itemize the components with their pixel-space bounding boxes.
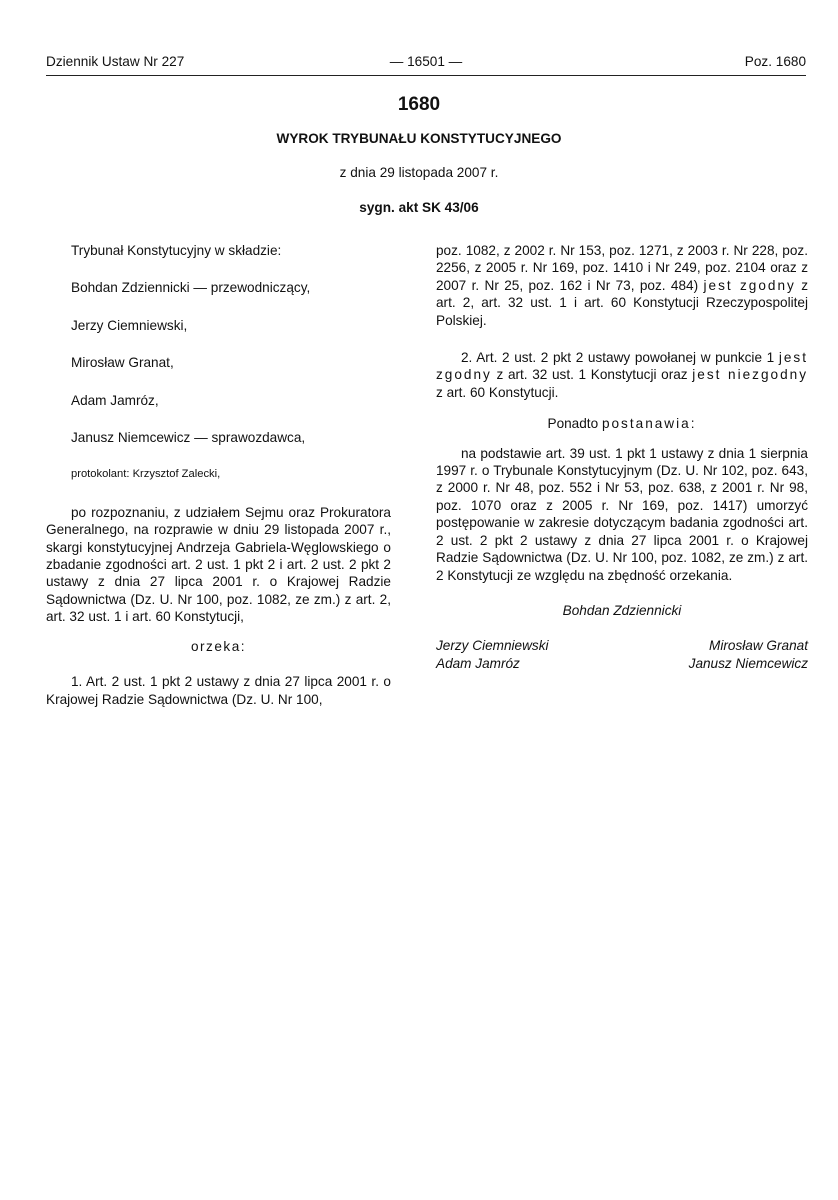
right-column — [436, 242, 808, 672]
point-2 — [436, 349, 808, 401]
point-1-verdict: jest zgodny — [703, 277, 796, 293]
point-1-start: 1. Art. 2 ust. 1 pkt 2 ustawy z dnia 27 lipca 2001 r. o Krajowej Radzie Sądownictwa (Dz. U. Nr 100, — [46, 674, 391, 707]
document-date: z dnia 29 listopada 2007 r. — [339, 165, 499, 180]
member: Mirosław Granat, — [71, 355, 174, 371]
member-chair: Bohdan Zdziennicki — przewodniczący, — [71, 280, 311, 296]
postanawia-word-a: Ponadto — [547, 416, 599, 432]
journal-name: Dziennik Ustaw Nr 227 — [46, 54, 185, 69]
header-divider — [46, 75, 806, 76]
point-2-verdict-1: jest zgodny — [436, 350, 808, 383]
composition-intro: Trybunał Konstytucyjny w składzie: — [71, 243, 282, 258]
point-1-text-a: poz. 1082, z 2002 r. Nr 153, poz. 1271, z 2003 r. Nr 228, poz. 2256, z 2005 r. Nr 169, poz. 1410 i Nr 249, poz. 2104 oraz z 2007 r. Nr 25, poz. 162 i Nr 73, poz. 484) — [436, 243, 808, 293]
member: Jerzy Ciemniewski, — [71, 317, 188, 333]
postanawia-heading — [436, 415, 808, 432]
signature-chair: Bohdan Zdziennicki — [562, 602, 682, 618]
page-number: — 16501 — — [389, 54, 463, 69]
document-title: WYROK TRYBUNAŁU KONSTYTUCYJNEGO — [276, 131, 562, 146]
case-signature: sygn. akt SK 43/06 — [359, 200, 479, 215]
paragraph-proceedings: po rozpoznaniu, z udziałem Sejmu oraz Prokuratora Generalnego, na rozprawie w dniu 29 listopada 2007 r., skargi konstytucyjnej Andrzeja Gabriela-Węglowskiego o zbadanie zgodności art. 2 ust. 1 pkt 2 i art. 2 ust. 2 pkt 2 ustawy z dnia 27 lipca 2001 r. o Krajowej Radzie Sądownictwa (Dz. U. Nr 100, poz. 1082, ze zm.) z art. 2, art. 32 ust. 1 i art. 60 Konstytucji, — [46, 504, 391, 625]
point-2-verdict-2: jest niezgodny — [692, 367, 809, 383]
point-2-text-c: z art. 60 Konstytucji. — [436, 384, 559, 400]
signature-judge: Mirosław Granat — [709, 638, 808, 654]
protokolant: protokolant: Krzysztof Zalecki, — [71, 468, 221, 481]
member-rapporteur: Janusz Niemcewicz — sprawozdawca, — [71, 430, 306, 446]
document-number: 1680 — [397, 94, 441, 115]
point-1-text-b: z art. 2, art. 32 ust. 1 i art. 60 Konstytucji Rzeczypospolitej Polskiej. — [436, 277, 809, 328]
signature-row — [436, 637, 808, 654]
position-number: Poz. 1680 — [744, 54, 806, 69]
page-header — [46, 54, 806, 74]
orzeka-heading: orzeka: — [190, 638, 247, 654]
left-column — [46, 242, 391, 708]
signature-row — [436, 655, 808, 672]
postanawia-word-b: postanawia: — [601, 416, 697, 432]
point-1-continuation — [436, 242, 808, 329]
paragraph-discontinuation: na podstawie art. 39 ust. 1 pkt 1 ustawy z dnia 1 sierpnia 1997 r. o Trybunale Konstytucyjnym (Dz. U. Nr 102, poz. 643, z 2000 r. Nr 48, poz. 552 i Nr 53, poz. 638, z 2001 r. Nr 98, poz. 1070 oraz z 2005 r. Nr 169, poz. 1417) umorzyć postępowanie w zakresie dotyczącym badania zgodności art. 2 ust. 2 pkt 2 ustawy z dnia 27 lipca 2001 r. o Krajowej Radzie Sądownictwa (Dz. U. Nr 100, poz. 1082, ze zm.) z art. 2 Konstytucji ze względu na zbędność orzekania. — [436, 445, 808, 583]
signature-judge: Jerzy Ciemniewski — [436, 638, 549, 654]
signature-judge: Adam Jamróz — [436, 655, 520, 671]
point-2-text-b: z art. 32 ust. 1 Konstytucji oraz — [496, 367, 688, 383]
signature-judge: Janusz Niemcewicz — [688, 655, 808, 671]
point-2-text-a: 2. Art. 2 ust. 2 pkt 2 ustawy powołanej w punkcie 1 — [461, 350, 775, 366]
member: Adam Jamróz, — [71, 392, 159, 408]
